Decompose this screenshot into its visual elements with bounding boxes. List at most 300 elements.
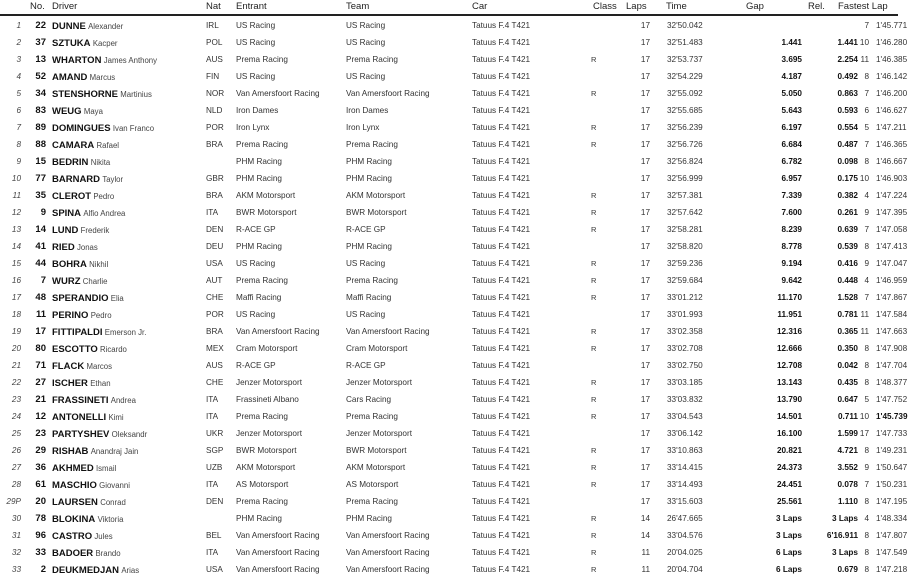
table-row: [0, 33, 908, 50]
entrant-cell: Van Amersfoort Racing: [236, 89, 320, 98]
relative-gap-cell: 2.254: [837, 55, 858, 64]
car-number-cell: 89: [35, 122, 46, 133]
header-fastest-lap: Fastest Lap: [838, 1, 888, 12]
time-cell: 33'06.142: [667, 429, 703, 438]
entrant-cell: PHM Racing: [236, 174, 282, 183]
laps-cell: 17: [640, 276, 650, 285]
driver-surname: CAMARA: [52, 140, 95, 151]
fastest-lap-time-cell: 1'48.377: [876, 378, 908, 387]
time-cell: 32'59.236: [667, 259, 703, 268]
gap-cell: 6 Laps: [776, 548, 802, 557]
position-cell: 29P: [6, 497, 21, 506]
table-row: [0, 84, 908, 101]
position-cell: 5: [16, 89, 21, 98]
driver-surname: PERINO: [52, 310, 89, 321]
relative-gap-cell: 0.042: [837, 361, 858, 370]
car-number-cell: 23: [35, 428, 46, 439]
team-cell: Van Amersfoort Racing: [346, 531, 430, 540]
fastest-lap-number-cell: 10: [859, 38, 869, 47]
car-number-cell: 2: [40, 564, 46, 575]
nationality-cell: FIN: [206, 72, 220, 81]
team-cell: BWR Motorsport: [346, 446, 407, 455]
fastest-lap-number-cell: 8: [864, 531, 869, 540]
car-cell: Tatuus F.4 T421: [472, 38, 531, 47]
nationality-cell: ITA: [206, 548, 219, 557]
header-car: Car: [472, 1, 488, 12]
position-cell: 2: [16, 38, 21, 47]
driver-cell: [52, 463, 116, 474]
entrant-cell: Iron Lynx: [236, 123, 270, 132]
driver-first-name: Giovanni: [99, 481, 130, 490]
team-cell: Prema Racing: [346, 55, 398, 64]
table-row: [0, 169, 908, 186]
team-cell: Van Amersfoort Racing: [346, 548, 430, 557]
time-cell: 33'10.863: [667, 446, 703, 455]
fastest-lap-time-cell: 1'47.752: [876, 395, 908, 404]
driver-surname: ESCOTTO: [52, 344, 98, 355]
nationality-cell: AUT: [206, 276, 223, 285]
nationality-cell: BRA: [206, 140, 223, 149]
entrant-cell: PHM Racing: [236, 514, 282, 523]
team-cell: US Racing: [346, 38, 386, 47]
relative-gap-cell: 0.781: [837, 310, 858, 319]
driver-surname: WHARTON: [52, 55, 102, 66]
driver-cell: [52, 514, 123, 525]
driver-cell: [52, 531, 113, 542]
time-cell: 33'04.576: [667, 531, 703, 540]
fastest-lap-number-cell: 8: [864, 378, 869, 387]
table-row: [0, 305, 908, 322]
table-row: [0, 390, 908, 407]
driver-first-name: Kimi: [108, 413, 124, 422]
entrant-cell: Maffi Racing: [236, 293, 282, 302]
entrant-cell: AS Motorsport: [236, 480, 289, 489]
laps-cell: 17: [640, 310, 650, 319]
gap-cell: 5.643: [781, 106, 802, 115]
relative-gap-cell: 0.365: [837, 327, 858, 336]
fastest-lap-number-cell: 5: [864, 395, 869, 404]
table-row: [0, 203, 908, 220]
position-cell: 4: [16, 72, 21, 81]
laps-cell: 17: [640, 446, 650, 455]
driver-surname: DEUKMEDJAN: [52, 565, 120, 576]
header-gap: Gap: [746, 1, 764, 12]
driver-surname: DOMINGUES: [52, 123, 111, 134]
fastest-lap-number-cell: 9: [864, 463, 869, 472]
team-cell: US Racing: [346, 259, 386, 268]
table-row: [0, 407, 908, 424]
position-cell: 27: [11, 463, 21, 472]
driver-surname: FRASSINETI: [52, 395, 109, 406]
fastest-lap-number-cell: 7: [864, 140, 869, 149]
relative-gap-cell: 0.492: [837, 72, 858, 81]
fastest-lap-number-cell: 17: [859, 429, 869, 438]
table-row: [0, 339, 908, 356]
driver-first-name: Brando: [95, 549, 121, 558]
gap-cell: 20.821: [776, 446, 802, 455]
entrant-cell: Jenzer Motorsport: [236, 429, 302, 438]
entrant-cell: AKM Motorsport: [236, 191, 296, 200]
car-cell: Tatuus F.4 T421: [472, 514, 531, 523]
class-cell: R: [591, 89, 597, 98]
driver-first-name: Charlie: [82, 277, 108, 286]
table-row: [0, 475, 908, 492]
relative-gap-cell: 0.448: [837, 276, 858, 285]
laps-cell: 17: [640, 191, 650, 200]
relative-gap-cell: 0.539: [837, 242, 858, 251]
fastest-lap-number-cell: 8: [864, 548, 869, 557]
time-cell: 20'04.704: [667, 565, 703, 574]
car-cell: Tatuus F.4 T421: [472, 446, 531, 455]
header-nat: Nat: [206, 1, 221, 12]
entrant-cell: R-ACE GP: [236, 361, 276, 370]
car-number-cell: 77: [35, 173, 46, 184]
entrant-cell: AKM Motorsport: [236, 463, 296, 472]
position-cell: 18: [11, 310, 21, 319]
fastest-lap-time-cell: 1'47.224: [876, 191, 908, 200]
time-cell: 20'04.025: [667, 548, 703, 557]
driver-surname: BEDRIN: [52, 157, 89, 168]
car-cell: Tatuus F.4 T421: [472, 310, 531, 319]
relative-gap-cell: 0.639: [837, 225, 858, 234]
entrant-cell: US Racing: [236, 38, 276, 47]
position-cell: 11: [12, 191, 21, 200]
entrant-cell: US Racing: [236, 21, 276, 30]
entrant-cell: Prema Racing: [236, 412, 288, 421]
team-cell: PHM Racing: [346, 157, 392, 166]
car-number-cell: 29: [35, 445, 46, 456]
gap-cell: 7.339: [781, 191, 802, 200]
gap-cell: 8.778: [781, 242, 802, 251]
time-cell: 33'03.832: [667, 395, 703, 404]
header-rel: Rel.: [808, 1, 825, 12]
car-number-cell: 96: [35, 530, 46, 541]
relative-gap-cell: 6'16.911: [826, 531, 858, 540]
driver-first-name: Ethan: [90, 379, 111, 388]
table-row: [0, 424, 908, 441]
gap-cell: 4.187: [781, 72, 802, 81]
laps-cell: 11: [641, 548, 650, 557]
driver-surname: ANTONELLI: [52, 412, 107, 423]
team-cell: Maffi Racing: [346, 293, 392, 302]
class-cell: R: [591, 514, 597, 523]
entrant-cell: Van Amersfoort Racing: [236, 531, 320, 540]
gap-cell: 14.501: [776, 412, 802, 421]
car-cell: Tatuus F.4 T421: [472, 123, 531, 132]
entrant-cell: Prema Racing: [236, 497, 288, 506]
driver-cell: [52, 72, 115, 83]
class-cell: R: [591, 293, 597, 302]
fastest-lap-number-cell: 7: [864, 293, 869, 302]
car-cell: Tatuus F.4 T421: [472, 259, 531, 268]
car-cell: Tatuus F.4 T421: [472, 548, 531, 557]
fastest-lap-time-cell: 1'46.280: [876, 38, 908, 47]
fastest-lap-number-cell: 9: [864, 208, 869, 217]
results-header-row: [0, 0, 898, 16]
position-cell: 24: [11, 412, 21, 421]
relative-gap-cell: 1.599: [837, 429, 858, 438]
nationality-cell: BRA: [206, 327, 223, 336]
position-cell: 1: [16, 21, 21, 30]
car-number-cell: 80: [35, 343, 46, 354]
car-cell: Tatuus F.4 T421: [472, 480, 531, 489]
driver-surname: SZTUKA: [52, 38, 91, 49]
car-number-cell: 35: [35, 190, 46, 201]
car-cell: Tatuus F.4 T421: [472, 378, 531, 387]
position-cell: 33: [11, 565, 21, 574]
car-number-cell: 36: [35, 462, 46, 473]
laps-cell: 17: [640, 106, 650, 115]
driver-cell: [52, 412, 124, 423]
table-row: [0, 186, 908, 203]
time-cell: 32'54.229: [667, 72, 703, 81]
time-cell: 32'58.281: [667, 225, 703, 234]
entrant-cell: Frassineti Albano: [236, 395, 299, 404]
time-cell: 26'47.665: [667, 514, 703, 523]
fastest-lap-time-cell: 1'45.739: [876, 412, 908, 421]
driver-surname: BLOKINA: [52, 514, 96, 525]
driver-first-name: Alfio Andrea: [83, 209, 126, 218]
driver-cell: [52, 344, 127, 355]
table-row: [0, 67, 908, 84]
driver-cell: [52, 174, 123, 185]
car-cell: Tatuus F.4 T421: [472, 106, 531, 115]
team-cell: AS Motorsport: [346, 480, 399, 489]
nationality-cell: ITA: [206, 480, 219, 489]
driver-first-name: Viktoria: [97, 515, 124, 524]
nationality-cell: DEN: [206, 225, 224, 234]
team-cell: Cars Racing: [346, 395, 392, 404]
position-cell: 31: [11, 531, 21, 540]
fastest-lap-time-cell: 1'47.395: [876, 208, 908, 217]
nationality-cell: AUS: [206, 361, 223, 370]
fastest-lap-time-cell: 1'50.231: [876, 480, 908, 489]
car-cell: Tatuus F.4 T421: [472, 242, 531, 251]
driver-first-name: Anandraj Jain: [90, 447, 139, 456]
time-cell: 32'55.092: [667, 89, 703, 98]
time-cell: 32'55.685: [667, 106, 703, 115]
table-row: [0, 220, 908, 237]
class-cell: R: [591, 140, 597, 149]
entrant-cell: Iron Dames: [236, 106, 279, 115]
car-cell: Tatuus F.4 T421: [472, 327, 531, 336]
driver-cell: [52, 259, 108, 270]
nationality-cell: POR: [206, 310, 224, 319]
relative-gap-cell: 1.441: [837, 38, 858, 47]
driver-cell: [52, 276, 107, 287]
driver-first-name: Martinius: [120, 90, 152, 99]
class-cell: R: [591, 344, 597, 353]
car-number-cell: 88: [35, 139, 46, 150]
team-cell: Van Amersfoort Racing: [346, 89, 430, 98]
nationality-cell: CHE: [206, 293, 224, 302]
team-cell: Cram Motorsport: [346, 344, 408, 353]
fastest-lap-time-cell: 1'47.549: [876, 548, 908, 557]
driver-first-name: Maya: [83, 107, 103, 116]
gap-cell: 11.170: [777, 293, 802, 302]
fastest-lap-time-cell: 1'48.334: [876, 514, 908, 523]
fastest-lap-time-cell: 1'47.663: [876, 327, 908, 336]
relative-gap-cell: 0.416: [837, 259, 858, 268]
team-cell: Prema Racing: [346, 412, 398, 421]
fastest-lap-time-cell: 1'47.195: [876, 497, 908, 506]
driver-first-name: Jonas: [76, 243, 98, 252]
driver-first-name: Ivan Franco: [112, 124, 155, 133]
driver-first-name: Ricardo: [100, 345, 127, 354]
laps-cell: 17: [640, 208, 650, 217]
car-number-cell: 15: [35, 156, 46, 167]
team-cell: Jenzer Motorsport: [346, 378, 412, 387]
table-row: [0, 50, 908, 67]
driver-surname: BARNARD: [52, 174, 101, 185]
position-cell: 10: [11, 174, 21, 183]
team-cell: PHM Racing: [346, 174, 392, 183]
team-cell: US Racing: [346, 72, 386, 81]
class-cell: R: [591, 259, 597, 268]
nationality-cell: BRA: [206, 191, 223, 200]
relative-gap-cell: 0.593: [837, 106, 858, 115]
time-cell: 33'15.603: [667, 497, 703, 506]
team-cell: PHM Racing: [346, 242, 392, 251]
time-cell: 33'01.212: [667, 293, 703, 302]
fastest-lap-number-cell: 5: [864, 123, 869, 132]
laps-cell: 17: [640, 463, 650, 472]
car-number-cell: 41: [35, 241, 46, 252]
driver-surname: BOHRA: [52, 259, 87, 270]
fastest-lap-number-cell: 7: [864, 480, 869, 489]
driver-cell: [52, 565, 139, 576]
car-cell: Tatuus F.4 T421: [472, 72, 531, 81]
gap-cell: 13.790: [776, 395, 802, 404]
fastest-lap-time-cell: 1'46.385: [876, 55, 908, 64]
fastest-lap-time-cell: 1'47.211: [876, 123, 907, 132]
position-cell: 30: [11, 514, 21, 523]
car-cell: Tatuus F.4 T421: [472, 531, 531, 540]
driver-first-name: Taylor: [102, 175, 124, 184]
driver-surname: DUNNE: [52, 21, 86, 32]
position-cell: 20: [11, 344, 21, 353]
laps-cell: 11: [641, 565, 650, 574]
entrant-cell: Prema Racing: [236, 55, 288, 64]
fastest-lap-time-cell: 1'46.142: [876, 72, 908, 81]
driver-surname: WURZ: [52, 276, 81, 287]
fastest-lap-time-cell: 1'46.903: [876, 174, 908, 183]
gap-cell: 6.684: [781, 140, 802, 149]
table-row: [0, 254, 908, 271]
class-cell: R: [591, 191, 597, 200]
laps-cell: 17: [640, 361, 650, 370]
position-cell: 21: [11, 361, 21, 370]
car-number-cell: 71: [35, 360, 46, 371]
car-number-cell: 37: [35, 37, 46, 48]
gap-cell: 6.197: [781, 123, 802, 132]
laps-cell: 17: [640, 480, 650, 489]
driver-first-name: Frederik: [80, 226, 110, 235]
fastest-lap-time-cell: 1'46.200: [876, 89, 908, 98]
car-cell: Tatuus F.4 T421: [472, 21, 531, 30]
fastest-lap-time-cell: 1'47.704: [876, 361, 908, 370]
entrant-cell: R-ACE GP: [236, 225, 276, 234]
position-cell: 22: [11, 378, 21, 387]
fastest-lap-time-cell: 1'46.627: [876, 106, 908, 115]
time-cell: 32'57.642: [667, 208, 703, 217]
fastest-lap-time-cell: 1'47.908: [876, 344, 908, 353]
car-cell: Tatuus F.4 T421: [472, 89, 531, 98]
relative-gap-cell: 0.679: [837, 565, 858, 574]
fastest-lap-time-cell: 1'45.771: [876, 21, 908, 30]
class-cell: R: [591, 327, 597, 336]
driver-first-name: Nikhil: [89, 260, 109, 269]
fastest-lap-time-cell: 1'49.231: [876, 446, 908, 455]
laps-cell: 17: [640, 378, 650, 387]
driver-surname: AKHMED: [52, 463, 94, 474]
entrant-cell: BWR Motorsport: [236, 208, 297, 217]
entrant-cell: US Racing: [236, 310, 276, 319]
entrant-cell: Van Amersfoort Racing: [236, 327, 320, 336]
car-cell: Tatuus F.4 T421: [472, 276, 531, 285]
driver-surname: FITTIPALDI: [52, 327, 103, 338]
header-class: Class: [593, 1, 617, 12]
gap-cell: 6.957: [781, 174, 802, 183]
driver-cell: [52, 106, 103, 117]
time-cell: 32'53.737: [667, 55, 703, 64]
driver-surname: MASCHIO: [52, 480, 97, 491]
time-cell: 33'02.708: [667, 344, 703, 353]
relative-gap-cell: 0.554: [837, 123, 858, 132]
driver-surname: PARTYSHEV: [52, 429, 110, 440]
entrant-cell: Prema Racing: [236, 276, 288, 285]
time-cell: 32'56.239: [667, 123, 703, 132]
position-cell: 25: [11, 429, 21, 438]
table-row: [0, 322, 908, 339]
driver-first-name: Marcos: [86, 362, 113, 371]
relative-gap-cell: 3 Laps: [832, 514, 858, 523]
team-cell: Van Amersfoort Racing: [346, 327, 430, 336]
entrant-cell: PHM Racing: [236, 157, 282, 166]
relative-gap-cell: 0.098: [837, 157, 858, 166]
relative-gap-cell: 0.382: [837, 191, 858, 200]
car-number-cell: 11: [35, 309, 46, 320]
team-cell: Prema Racing: [346, 140, 398, 149]
driver-surname: FLACK: [52, 361, 85, 372]
entrant-cell: PHM Racing: [236, 242, 282, 251]
nationality-cell: SGP: [206, 446, 224, 455]
relative-gap-cell: 0.711: [837, 412, 858, 421]
position-cell: 19: [11, 327, 21, 336]
driver-first-name: Marcus: [89, 73, 116, 82]
time-cell: 33'02.750: [667, 361, 703, 370]
team-cell: US Racing: [346, 310, 386, 319]
gap-cell: 24.451: [776, 480, 802, 489]
driver-surname: AMAND: [52, 72, 88, 83]
table-row: [0, 135, 908, 152]
fastest-lap-number-cell: 8: [864, 565, 869, 574]
time-cell: 32'56.726: [667, 140, 703, 149]
driver-cell: [52, 157, 110, 168]
driver-surname: RIED: [52, 242, 75, 253]
fastest-lap-number-cell: 9: [864, 259, 869, 268]
entrant-cell: Prema Racing: [236, 140, 288, 149]
driver-first-name: Kacper: [92, 39, 118, 48]
entrant-cell: Van Amersfoort Racing: [236, 548, 320, 557]
gap-cell: 7.600: [781, 208, 802, 217]
nationality-cell: USA: [206, 259, 223, 268]
fastest-lap-number-cell: 7: [864, 89, 869, 98]
driver-first-name: Rafael: [96, 141, 120, 150]
gap-cell: 3.695: [781, 55, 802, 64]
driver-first-name: Nikita: [90, 158, 111, 167]
team-cell: PHM Racing: [346, 514, 392, 523]
